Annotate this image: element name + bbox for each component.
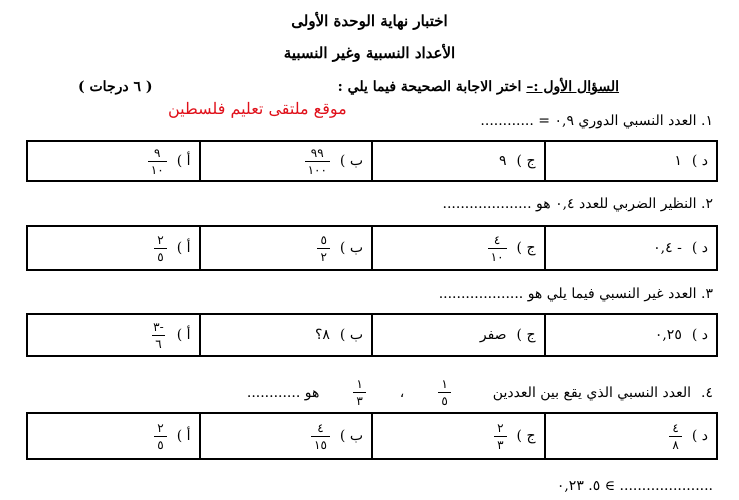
numerator: ٩	[154, 145, 161, 160]
fraction	[317, 234, 329, 263]
fraction	[669, 422, 681, 451]
q3-option-b[interactable]	[200, 314, 373, 356]
separator: ،	[399, 384, 405, 401]
numerator: ٤	[672, 420, 679, 435]
option-letter: د )	[691, 153, 708, 169]
q2-option-c[interactable]	[372, 226, 545, 270]
question-4-tail: هو ............	[246, 384, 320, 401]
option-letter: ج )	[516, 153, 536, 169]
denominator: ٥	[438, 392, 450, 407]
question-4-options	[26, 412, 718, 460]
question-3-text: العدد غير النسبي فيما يلي هو ...................	[438, 286, 697, 302]
fraction	[438, 378, 450, 407]
question-1-options	[26, 140, 718, 182]
option-value: ٠,٢٥	[654, 327, 682, 343]
question-1-number: ١.	[701, 113, 713, 129]
fraction	[311, 422, 330, 451]
fraction	[148, 147, 167, 176]
option-letter: د )	[691, 327, 708, 343]
denominator: ٨	[669, 436, 681, 451]
q4-option-b[interactable]	[200, 413, 373, 459]
q3-option-d[interactable]	[545, 314, 718, 356]
question-2-number: ٢.	[701, 196, 713, 212]
fraction	[353, 378, 365, 407]
option-letter: ب )	[339, 153, 363, 169]
question-2	[443, 196, 713, 212]
q1-option-c[interactable]	[372, 141, 545, 181]
option-letter: ب )	[339, 240, 363, 256]
option-value: ١	[674, 153, 682, 169]
numerator: ١	[441, 377, 448, 391]
numerator: ٢	[497, 420, 504, 435]
question-1-text: العدد النسبي الدوري ٠,٩ = ............	[480, 113, 697, 129]
option-letter: ج )	[516, 428, 536, 444]
denominator: ٦	[152, 335, 164, 350]
denominator: ٥	[154, 436, 166, 451]
numerator: ٤	[493, 232, 501, 247]
option-letter: أ )	[176, 327, 191, 343]
q3-option-a[interactable]	[27, 314, 200, 356]
fraction	[154, 234, 166, 263]
option-value: ٨؟	[314, 327, 330, 343]
section-label: السؤال الأول :–	[526, 79, 619, 95]
option-letter: أ )	[176, 240, 191, 256]
option-value: - ٠,٤	[653, 240, 682, 256]
question-5-text: ٠,٢٣ ∈ .....................	[556, 478, 713, 494]
option-value: صفر	[479, 327, 507, 343]
option-letter: ب )	[339, 327, 363, 343]
option-letter: ج )	[516, 240, 536, 256]
question-3-options	[26, 313, 718, 357]
q1-option-a[interactable]	[27, 141, 200, 181]
q2-option-b[interactable]	[200, 226, 373, 270]
option-letter: أ )	[176, 428, 191, 444]
q1-option-b[interactable]	[200, 141, 373, 181]
fraction	[154, 422, 166, 451]
question-4-number: ٤.	[701, 384, 713, 401]
fraction	[150, 321, 167, 350]
numerator: ٩٩	[310, 145, 324, 160]
section-header	[338, 79, 619, 95]
denominator: ١٠٠	[305, 161, 330, 176]
question-4	[247, 378, 713, 407]
fraction	[305, 147, 330, 176]
question-3-number: ٣.	[701, 286, 713, 302]
option-letter: أ )	[176, 153, 191, 169]
grade-label: ( ٦ درجات )	[78, 79, 153, 95]
option-letter: ج )	[516, 327, 536, 343]
option-letter: د )	[691, 428, 708, 444]
question-1	[480, 113, 713, 129]
option-value: ٩	[499, 153, 507, 169]
fraction	[488, 234, 507, 263]
denominator: ٥	[154, 248, 166, 263]
question-3	[439, 286, 713, 302]
unit-subtitle: الأعداد النسبية وغير النسبية	[283, 44, 456, 62]
denominator: ٣	[353, 392, 365, 407]
q4-option-c[interactable]	[372, 413, 545, 459]
option-letter: ب )	[339, 428, 363, 444]
denominator: ١٠	[148, 161, 167, 176]
denominator: ٣	[494, 436, 506, 451]
question-2-text: النظير الضربي للعدد ٠,٤ هو ....................	[442, 196, 697, 212]
option-letter: د )	[691, 240, 708, 256]
fraction	[494, 422, 506, 451]
q2-option-d[interactable]	[545, 226, 718, 270]
question-5-number: ٥.	[588, 478, 601, 494]
numerator: -٣	[153, 319, 164, 334]
section-instruction: اختر الاجابة الصحيحة فيما يلي :	[337, 79, 522, 95]
question-5	[557, 478, 713, 494]
numerator: ٢	[157, 420, 164, 435]
q2-option-a[interactable]	[27, 226, 200, 270]
numerator: ٥	[320, 232, 327, 247]
numerator: ٤	[317, 420, 324, 435]
q1-option-d[interactable]	[545, 141, 718, 181]
site-note: موقع ملتقى تعليم فلسطين	[168, 99, 347, 118]
denominator: ٢	[317, 248, 329, 263]
denominator: ١٥	[311, 436, 330, 451]
denominator: ١٠	[488, 248, 507, 263]
question-2-options	[26, 225, 718, 271]
q4-option-a[interactable]	[27, 413, 200, 459]
numerator: ٢	[157, 232, 164, 247]
numerator: ١	[356, 377, 363, 391]
q3-option-c[interactable]	[372, 314, 545, 356]
q4-option-d[interactable]	[545, 413, 718, 459]
test-title: اختبار نهاية الوحدة الأولى	[291, 12, 448, 30]
question-4-text: العدد النسبي الذي يقع بين العددين	[492, 384, 692, 401]
